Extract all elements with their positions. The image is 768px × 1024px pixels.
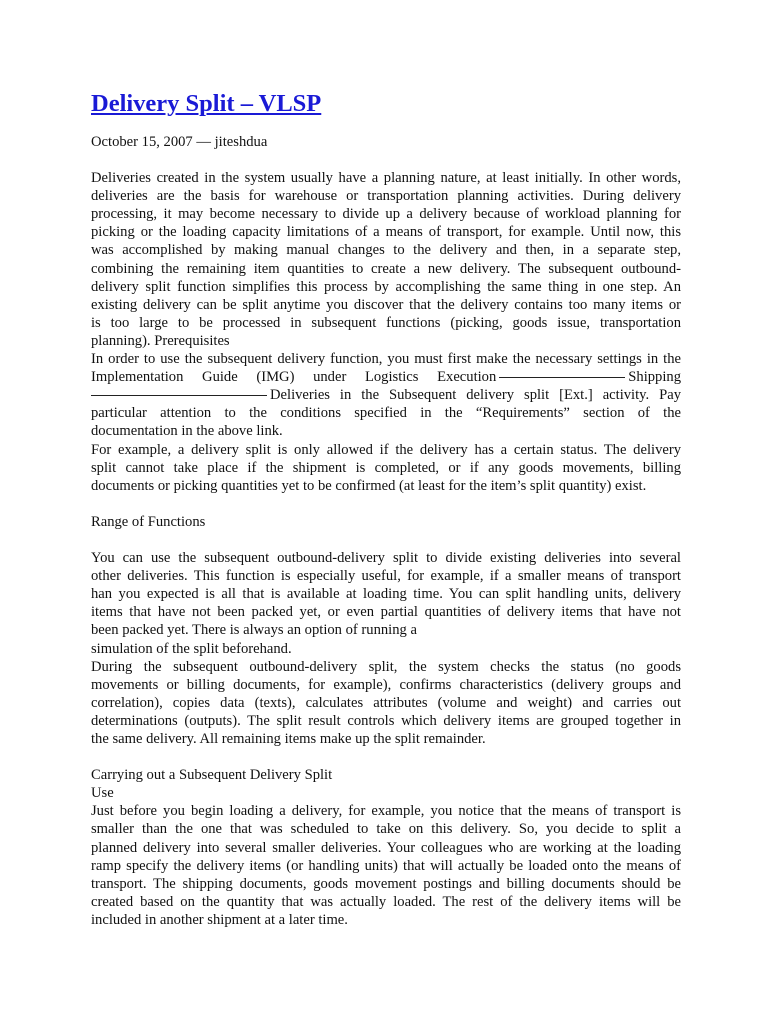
text-line: documentation in the above link. (91, 423, 283, 440)
deliveries-line (91, 386, 681, 404)
spacer (91, 531, 681, 549)
range-heading: Range of Functions (91, 513, 206, 530)
text-line: delivery split function simplifies this process by accomplishing the same thing in one step. An (91, 278, 681, 295)
text-line: included in another shipment at a later time. (91, 911, 348, 928)
text-segment: Implementation Guide (IMG) under Logistics Execution (91, 369, 497, 386)
text-line: was accomplished by making manual changes to the delivery and then, in a separate step, (91, 242, 681, 259)
text-line: processing, it may become necessary to divide up a delivery because of workload planning for (91, 206, 681, 223)
text-line: transport. The shipping documents, goods movement postings and billing documents should be (91, 875, 681, 892)
text-line: ramp specify the delivery items (or handling units) that will actually be loaded onto the means of (91, 857, 681, 874)
text-line: picking or the loading capacity limitations of a means of transport, for example. Until now, this (91, 224, 681, 241)
img-settings-line (91, 368, 681, 386)
text-line: split cannot take place if the shipment is completed, or if any goods movements, billing (91, 459, 681, 476)
range-paragraph (91, 549, 681, 748)
text-line: Just before you begin loading a delivery, for example, you notice that the means of transport is (91, 803, 681, 820)
intro-paragraph (91, 169, 681, 495)
carry-heading: Carrying out a Subsequent Delivery Split (91, 767, 333, 784)
text-line: created based on the quantity that was actually loaded. The rest of the delivery items will be (91, 893, 681, 910)
text-line: deliveries are the basis for warehouse or transportation planning activities. During delivery (91, 188, 681, 205)
use-paragraph (91, 802, 681, 929)
text-line: Deliveries created in the system usually have a planning nature, at least initially. In other words, (91, 170, 681, 187)
text-line: han you expected is all that is available at loading time. You can split handling units, delivery (91, 586, 681, 603)
text-line: planned delivery into several smaller deliveries. Your colleagues who are working at the loading (91, 839, 681, 856)
text-line: combining the remaining item quantities to create a new delivery. The subsequent outbound- (91, 260, 681, 277)
text-line: correlation), copies data (texts), calculates attributes (volume and weight) and carries out (91, 694, 681, 711)
text-line: During the subsequent outbound-delivery split, the system checks the status (no goods (91, 658, 681, 675)
text-segment: Shipping (628, 369, 681, 386)
text-line: movements or billing documents, for example), confirms characteristics (delivery groups and (91, 676, 681, 693)
text-line: the same delivery. All remaining items make up the split remainder. (91, 731, 486, 747)
spacer (91, 151, 681, 169)
use-heading: Use (91, 785, 114, 802)
text-line: In order to use the subsequent delivery function, you must first make the necessary settings in the (91, 351, 681, 368)
spacer (91, 495, 681, 513)
text-line: documents or picking quantities yet to be confirmed (at least for the item’s split quantity) exist. (91, 477, 647, 494)
text-line: existing delivery can be split anytime you discover that the delivery contains too many items or (91, 296, 681, 313)
text-line: simulation of the split beforehand. (91, 640, 292, 657)
text-segment: Deliveries in the Subsequent delivery split [Ext.] activity. Pay (270, 387, 681, 404)
text-line: determinations (outputs). The split result controls which delivery items are grouped together in (91, 712, 681, 729)
path-rule (91, 395, 267, 396)
text-line: is too large to be processed in subsequent functions (picking, goods issue, transportation (91, 314, 681, 331)
text-line: particular attention to the conditions specified in the “Requirements” section of the (91, 405, 681, 422)
page-title[interactable]: Delivery Split – VLSP (91, 90, 322, 117)
spacer (91, 748, 681, 766)
document-page (91, 88, 681, 929)
text-line: planning). Prerequisites (91, 332, 230, 349)
text-line: items that have not been packed yet, or even partial quantities of delivery items that have not (91, 604, 681, 621)
text-line: smaller than the one that was scheduled to take on this delivery. So, you decide to split a (91, 821, 681, 838)
text-line: been packed yet. There is always an option of running a (91, 622, 417, 639)
text-line: You can use the subsequent outbound-delivery split to divide existing deliveries into several (91, 550, 681, 567)
path-rule (499, 377, 625, 378)
post-meta: October 15, 2007 — jiteshdua (91, 134, 268, 150)
text-line: For example, a delivery split is only allowed if the delivery has a certain status. The delivery (91, 441, 681, 458)
text-line: other deliveries. This function is especially useful, for example, if a smaller means of transport (91, 568, 681, 585)
